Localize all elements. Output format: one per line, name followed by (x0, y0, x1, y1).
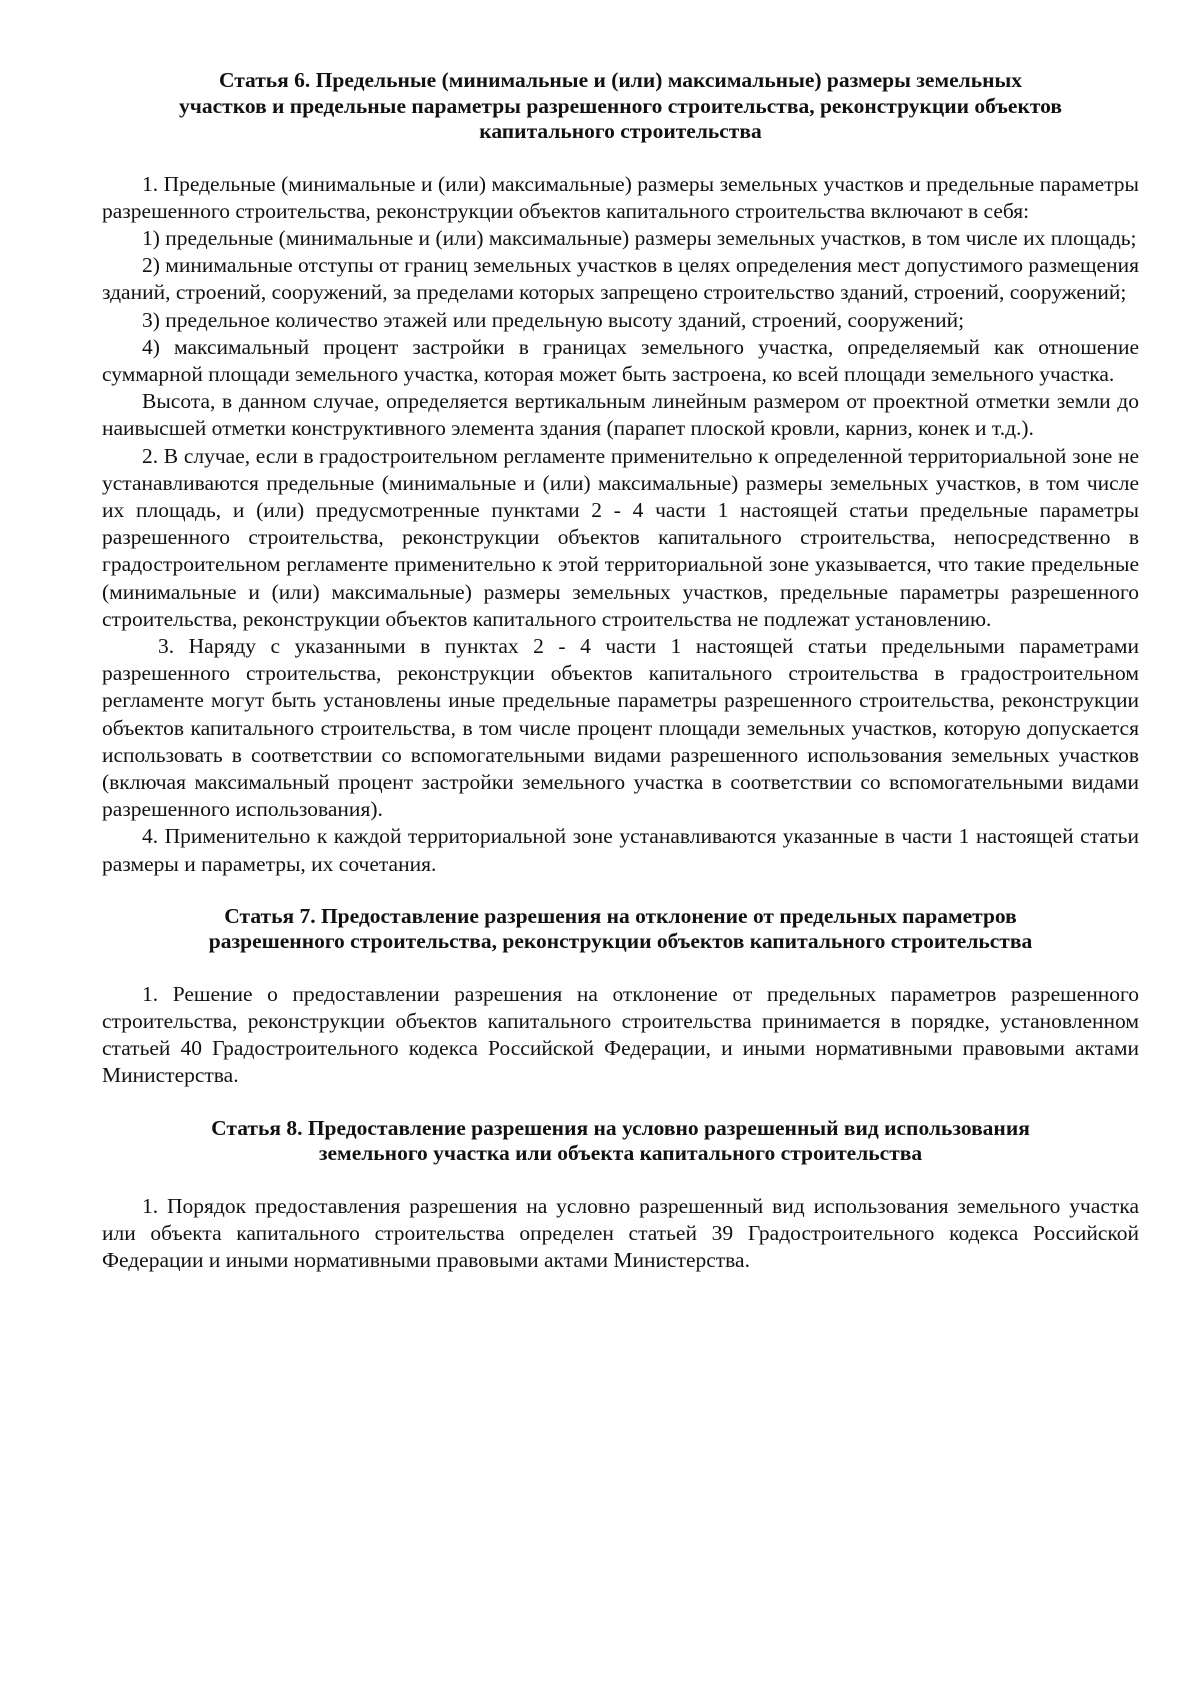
article-6-paragraph: Высота, в данном случае, определяется вертикальным линейным размером от проектной отметки земли до наивысшей отметки конструктивного элемента здания (парапет плоской кровли, карниз, конек и т.д.). (102, 389, 1139, 441)
document-page (102, 68, 1139, 1274)
article-7-title (102, 904, 1139, 955)
article-6-paragraph: 4. Применительно к каждой территориальной зоне устанавливаются указанные в части 1 настоящей статьи размеры и параметры, их сочетания. (102, 824, 1139, 876)
article-7-paragraph: 1. Решение о предоставлении разрешения на отклонение от предельных параметров разрешенного строительства, реконструкции объектов капитального строительства принимается в порядке, установленном статьей 40 Градостроительного кодекса Российской Федерации, и иными нормативными правовыми актами Министерства. (102, 981, 1139, 1088)
article-6-paragraph: 1. Предельные (минимальные и (или) максимальные) размеры земельных участков и предельные параметры разрешенного строительства, реконструкции объектов капитального строительства включают в себя: (102, 171, 1139, 223)
article-8-title (102, 1116, 1139, 1167)
article-6-paragraph: 4) максимальный процент застройки в границах земельного участка, определяемый как отношение суммарной площади земельного участка, которая может быть застроена, ко всей площади земельного участка. (102, 334, 1139, 386)
article-6-paragraph: 1) предельные (минимальные и (или) максимальные) размеры земельных участков, в том числе их площадь; (142, 225, 1137, 250)
article-8-title-line: земельного участка или объекта капитального строительства (318, 1141, 923, 1166)
article-8-title-line: Статья 8. Предоставление разрешения на условно разрешенный вид использования (211, 1115, 1030, 1140)
article-7-title-line: разрешенного строительства, реконструкции объектов капитального строительства (208, 929, 1033, 954)
article-8-paragraph: 1. Порядок предоставления разрешения на условно разрешенный вид использования земельного участка или объекта капитального строительства определен статьей 39 Градостроительного кодекса Российской Федерации и иными нормативными правовыми актами Министерства. (102, 1193, 1139, 1272)
article-6-paragraph: 2. В случае, если в градостроительном регламенте применительно к определенной территориальной зоне не устанавливаются предельные (минимальные и (или) максимальные) размеры земельных участков, в том числе их площадь, и (или) предусмотренные пунктами 2 - 4 части 1 настоящей статьи предельные параметры разрешенного строительства, реконструкции объектов капитального строительства, непосредственно в градостроительном регламенте применительно к этой территориальной зоне указывается, что такие предельные (минимальные и (или) максимальные) размеры земельных участков, предельные параметры разрешенного строительства, реконструкции объектов капитального строительства не подлежат установлению. (102, 443, 1139, 631)
article-6-paragraph: 3) предельное количество этажей или предельную высоту зданий, строений, сооружений; (142, 307, 965, 332)
article-6-paragraph: 3. Наряду с указанными в пунктах 2 - 4 части 1 настоящей статьи предельными параметрами разрешенного строительства, реконструкции объектов капитального строительства в градостроительном регламенте могут быть установлены иные предельные параметры разрешенного строительства, реконструкции объектов капитального строительства, в том числе процент площади земельных участков, которую допускается использовать в соответствии со вспомогательными видами разрешенного использования земельных участков (включая максимальный процент застройки земельного участка в соответствии со вспомогательными видами разрешенного использования). (102, 633, 1139, 822)
article-6-title (102, 68, 1139, 145)
article-6-title-line: участков и предельные параметры разрешенного строительства, реконструкции объектов (179, 93, 1062, 118)
article-6-title-line: Статья 6. Предельные (минимальные и (или) максимальные) размеры земельных (218, 68, 1023, 92)
article-6-paragraph: 2) минимальные отступы от границ земельных участков в целях определения мест допустимого размещения зданий, строений, сооружений, за пределами которых запрещено строительство зданий, строений, сооружений; (102, 253, 1139, 305)
article-7-title-line: Статья 7. Предоставление разрешения на отклонение от предельных параметров (224, 903, 1017, 928)
article-6-title-line: капитального строительства (479, 119, 762, 143)
